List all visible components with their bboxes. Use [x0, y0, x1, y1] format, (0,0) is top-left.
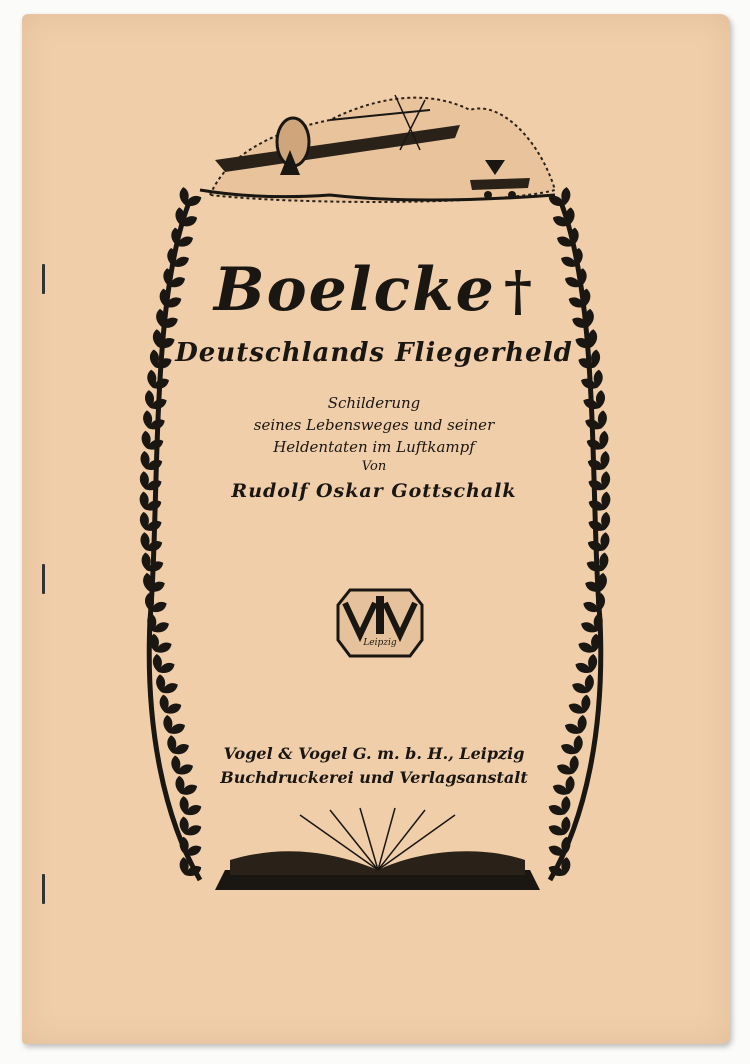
book-description: [120, 392, 628, 458]
publisher-info: [120, 742, 628, 790]
biplane-illustration-icon: [200, 95, 555, 202]
description-line: seines Lebensweges und seiner: [253, 416, 495, 434]
publisher-logo: [337, 586, 423, 660]
description-line: Heldentaten im Luftkampf: [273, 438, 475, 456]
description-line: Schilderung: [327, 394, 421, 412]
cross-icon: †: [503, 259, 535, 323]
title-text: Boelcke: [213, 255, 496, 325]
logo-caption: Leipzig: [363, 638, 397, 648]
publisher-line: Vogel & Vogel G. m. b. H., Leipzig: [223, 744, 525, 763]
author-name: Rudolf Oskar Gottschalk: [231, 480, 517, 502]
by-label: Von: [361, 459, 387, 474]
sunrise-landscape-icon: [215, 808, 540, 890]
book-title: [120, 255, 628, 325]
book-subtitle: Deutschlands Fliegerheld: [175, 338, 573, 368]
publisher-line: Buchdruckerei und Verlagsanstalt: [220, 768, 528, 787]
